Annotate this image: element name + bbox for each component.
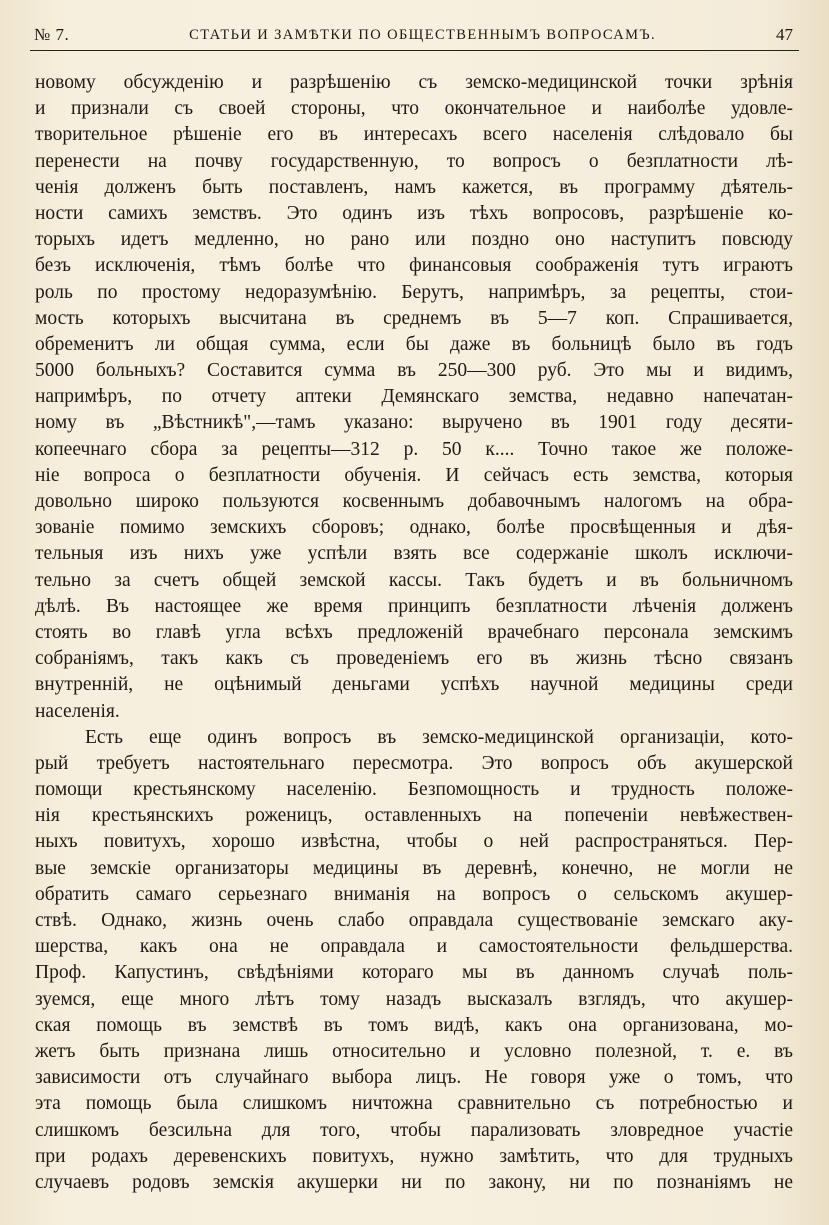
text-line: и признали съ своей стороны, что окончательное и наиболѣе удовле- [35, 98, 793, 120]
running-title: СТАТЬИ И ЗАМѢТКИ ПО ОБЩЕСТВЕННЫМЪ ВОПРОСАМЪ. [189, 26, 657, 43]
text-line: слишкомъ безсильна для того, чтобы парализовать зловредное участіе [35, 1119, 793, 1141]
text-line: населенія. [35, 700, 120, 722]
text-line: творительное рѣшеніе его въ интересахъ всего населенія слѣдовало бы [35, 124, 793, 146]
text-line: ному въ „Вѣстникѣ",—тамъ указано: выручено въ 1901 году десяти- [35, 412, 793, 434]
text-line: копеечнаго сбора за рецепты—312 р. 50 к.... Точно такое же положе- [35, 438, 793, 460]
text-line: обратить самаго серьезнаго вниманія на вопросъ о сельскомъ акушер- [35, 883, 793, 905]
text-line: рый требуетъ настоятельнаго пересмотра. Это вопросъ объ акушерской [35, 752, 793, 774]
text-line: эта помощь была слишкомъ ничтожна сравнительно съ потребностью и [35, 1093, 793, 1115]
text-line: Проф. Капустинъ, свѣдѣніями котораго мы въ данномъ случаѣ поль- [35, 962, 793, 984]
text-line: собраніямъ, такъ какъ съ проведеніемъ его въ жизнь тѣсно связанъ [35, 648, 793, 670]
paragraph [35, 70, 793, 725]
text-line: вые земскіе организаторы медицины въ деревнѣ, конечно, не могли не [35, 857, 793, 879]
text-line: 5000 больныхъ? Составится сумма въ 250—300 руб. Это мы и видимъ, [35, 360, 793, 382]
text-line: ченія долженъ быть поставленъ, намъ кажется, въ программу дѣятель- [35, 176, 793, 198]
text-line: жетъ быть признана лишь относительно и условно полезной, т. е. въ [35, 1040, 793, 1062]
text-line: тельныя изъ нихъ уже успѣли взять все содержаніе школъ исключи- [35, 543, 793, 565]
text-line: мость которыхъ высчитана въ среднемъ въ 5—7 коп. Спрашивается, [35, 307, 793, 329]
text-line: ности самихъ земствъ. Это одинъ изъ тѣхъ вопросовъ, разрѣшеніе ко- [35, 202, 793, 224]
text-line: нія крестьянскихъ роженицъ, оставленныхъ на попеченіи невѣжествен- [35, 805, 793, 827]
text-line: довольно широко пользуются косвеннымъ добавочнымъ налогомъ на обра- [35, 491, 793, 512]
paragraph [35, 725, 793, 1196]
text-line: новому обсужденію и разрѣшенію съ земско-медицинской точки зрѣнія [35, 72, 793, 93]
text-line: внутренній, не оцѣнимый деньгами успѣхъ научной медицины среди [35, 674, 793, 696]
text-line: зованіе помимо земскихъ сборовъ; однако, болѣе просвѣщенныя и дѣя- [35, 517, 793, 539]
text-line: ская помощь въ земствѣ въ томъ видѣ, какъ она организована, мо- [35, 1014, 793, 1036]
text-line: стоять во главѣ угла всѣхъ предложеній врачебнаго персонала земскимъ [35, 621, 793, 643]
text-line: ніе вопроса о безплатности обученія. И сейчасъ есть земства, которыя [35, 464, 793, 486]
text-line: зависимости отъ случайнаго выбора лицъ. Не говоря уже о томъ, что [35, 1067, 793, 1089]
running-header [34, 22, 793, 48]
text-line: шерства, какъ она не оправдала и самостоятельности фельдшерства. [35, 936, 793, 958]
text-line: напримѣръ, по отчету аптеки Демянскаго земства, недавно напечатан- [35, 386, 793, 408]
header-rule [30, 50, 799, 51]
text-line: роль по простому недоразумѣнію. Берутъ, напримѣръ, за рецепты, стои- [35, 281, 793, 303]
text-line: ныхъ повитухъ, хорошо извѣстна, чтобы о ней распространяться. Пер- [35, 831, 793, 853]
text-line: тельно за счетъ общей земской кассы. Такъ будетъ и въ больничномъ [35, 569, 793, 591]
page-number: 47 [775, 25, 793, 44]
text-line: случаевъ родовъ земскія акушерки ни по закону, ни по познаніямъ не [35, 1171, 793, 1193]
text-line: дѣлѣ. Въ настоящее же время принципъ безплатности лѣченія долженъ [35, 595, 793, 617]
text-line: перенести на почву государственную, то вопросъ о безплатности лѣ- [35, 150, 793, 172]
text-line: помощи крестьянскому населенію. Безпомощность и трудность положе- [35, 779, 793, 801]
issue-number: № 7. [34, 25, 70, 44]
article-body [35, 70, 793, 1196]
text-line: безъ исключенія, тѣмъ болѣе что финансовыя соображенія тутъ играютъ [35, 255, 793, 277]
text-line: зуемся, еще много лѣтъ тому назадъ высказалъ взглядъ, что акушер- [35, 988, 793, 1010]
text-line: обременитъ ли общая сумма, если бы даже въ больницѣ было въ годъ [35, 333, 793, 355]
text-line: при родахъ деревенскихъ повитухъ, нужно замѣтить, что для трудныхъ [35, 1145, 793, 1167]
text-line: торыхъ идетъ медленно, но рано или поздно оно наступитъ повсюду [35, 229, 793, 251]
text-line: ствѣ. Однако, жизнь очень слабо оправдала существованіе земскаго аку- [35, 910, 793, 931]
text-line: Есть еще одинъ вопросъ въ земско-медицинской организаціи, кото- [85, 726, 793, 748]
